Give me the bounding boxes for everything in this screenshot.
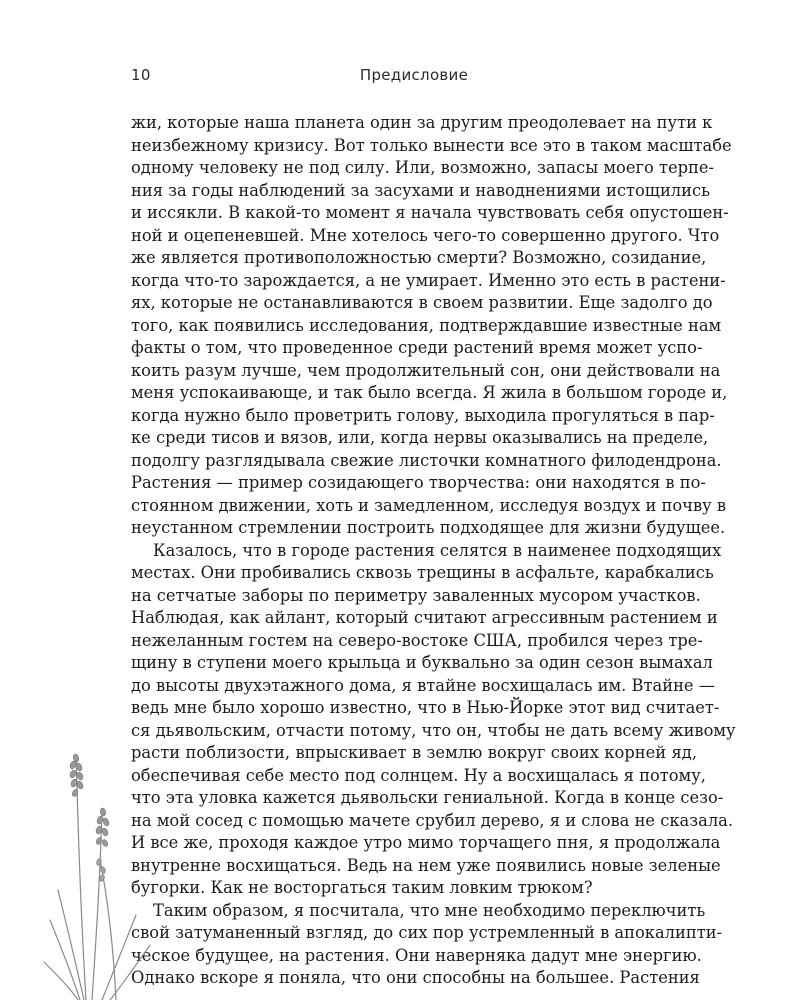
text-line: меня успокаивающе, и так было всегда. Я жила в большом городе и, xyxy=(131,383,728,402)
text-line: ке среди тисов и вязов, или, когда нервы оказывались на пределе, xyxy=(131,428,709,447)
text-line: внутренне восхищаться. Ведь на нем уже появились новые зеленые xyxy=(131,855,721,875)
text-line: и иссякли. В какой-то момент я начала чувствовать себя опустошен- xyxy=(131,203,729,222)
body-text xyxy=(131,112,736,990)
text-line: Казалось, что в городе растения селятся в наименее подходящих xyxy=(153,540,722,560)
text-line: бугорки. Как не восторгаться таким ловким трюком? xyxy=(131,878,593,897)
text-line: щину в ступени моего крыльца и буквально за один сезон вымахал xyxy=(131,653,713,672)
text-line: Таким образом, я посчитала, что мне необходимо переключить xyxy=(153,900,706,920)
text-line: того, как появились исследования, подтверждавшие известные нам xyxy=(131,315,722,335)
text-line: на мой сосед с помощью мачете срубил дерево, я и слова не сказала. xyxy=(131,810,734,830)
text-line: ной и оцепеневшей. Мне хотелось чего-то совершенно другого. Что xyxy=(131,225,720,245)
text-line: одному человеку не под силу. Или, возможно, запасы моего терпе- xyxy=(131,158,715,177)
text-line: ведь мне было хорошо известно, что в Нью-Йорке этот вид считает- xyxy=(131,698,720,717)
text-line: неустанном стремлении построить подходящее для жизни будущее. xyxy=(131,518,726,537)
text-line: Однако вскоре я поняла, что они способны на большее. Растения xyxy=(131,968,700,987)
text-line: факты о том, что проведенное среди растений время может успо- xyxy=(131,338,703,357)
text-line: обеспечивая себе место под солнцем. Ну а восхищалась я потому, xyxy=(131,765,706,785)
text-line: ния за годы наблюдений за засухами и наводнениями истощились xyxy=(131,180,710,200)
text-line: неизбежному кризису. Вот только вынести все это в таком масштабе xyxy=(131,135,732,155)
grass-blade xyxy=(58,890,84,1000)
text-line: же является противоположностью смерти? Возможно, созидание, xyxy=(131,248,707,267)
page-header xyxy=(131,66,697,88)
text-line: стоянном движении, хоть и замедленном, исследуя воздух и почву в xyxy=(131,495,727,515)
text-line: Наблюдая, как айлант, который считают агрессивным растением и xyxy=(131,608,718,627)
text-line: нежеланным гостем на северо-востоке США, пробился через тре- xyxy=(131,630,703,650)
text-line: И все же, проходя каждое утро мимо торчащего пня, я продолжала xyxy=(131,833,721,852)
text-line: местах. Они пробивались сквозь трещины в асфальте, карабкались xyxy=(131,563,714,582)
text-line: когда нужно было проветрить голову, выходила прогуляться в пар- xyxy=(131,405,715,425)
text-line: коить разум лучше, чем продолжительный сон, они действовали на xyxy=(131,360,721,380)
text-line: жи, которые наша планета один за другим преодолевает на пути к xyxy=(131,113,713,132)
text-line: расти поблизости, впрыскивает в землю вокруг своих корней яд, xyxy=(131,743,697,762)
text-line: подолгу разглядывала свежие листочки комнатного филодендрона. xyxy=(131,450,722,470)
lavender-flower-head xyxy=(96,858,106,882)
running-title: Предисловие xyxy=(359,66,469,84)
lavender-illustration xyxy=(40,740,160,1000)
text-line: ческое будущее, на растения. Они наверняка дадут мне энергию. xyxy=(131,945,702,965)
text-line: ях, которые не останавливаются в своем развитии. Еще задолго до xyxy=(131,293,713,312)
text-line: Растения — пример созидающего творчества: они находятся в по- xyxy=(131,473,706,492)
text-line: ся дьявольским, отчасти потому, что он, чтобы не дать всему живому xyxy=(131,720,736,740)
text-line: что эта уловка кажется дьявольски гениальной. Когда в конце сезо- xyxy=(131,788,724,807)
page-number: 10 xyxy=(131,66,151,84)
text-line: когда что-то зарождается, а не умирает. Именно это есть в растени- xyxy=(131,270,726,290)
lavender-flower-head xyxy=(95,808,110,848)
grass-blade xyxy=(102,915,136,1000)
text-line: свой затуманенный взгляд, до сих пор устремленный в апокалипти- xyxy=(131,923,723,942)
grass-blade xyxy=(110,945,150,1000)
text-line: до высоты двухэтажного дома, я втайне восхищалась им. Втайне — xyxy=(131,675,716,695)
grass-blade xyxy=(50,920,80,1000)
text-line: на сетчатые заборы по периметру заваленных мусором участков. xyxy=(131,585,701,605)
